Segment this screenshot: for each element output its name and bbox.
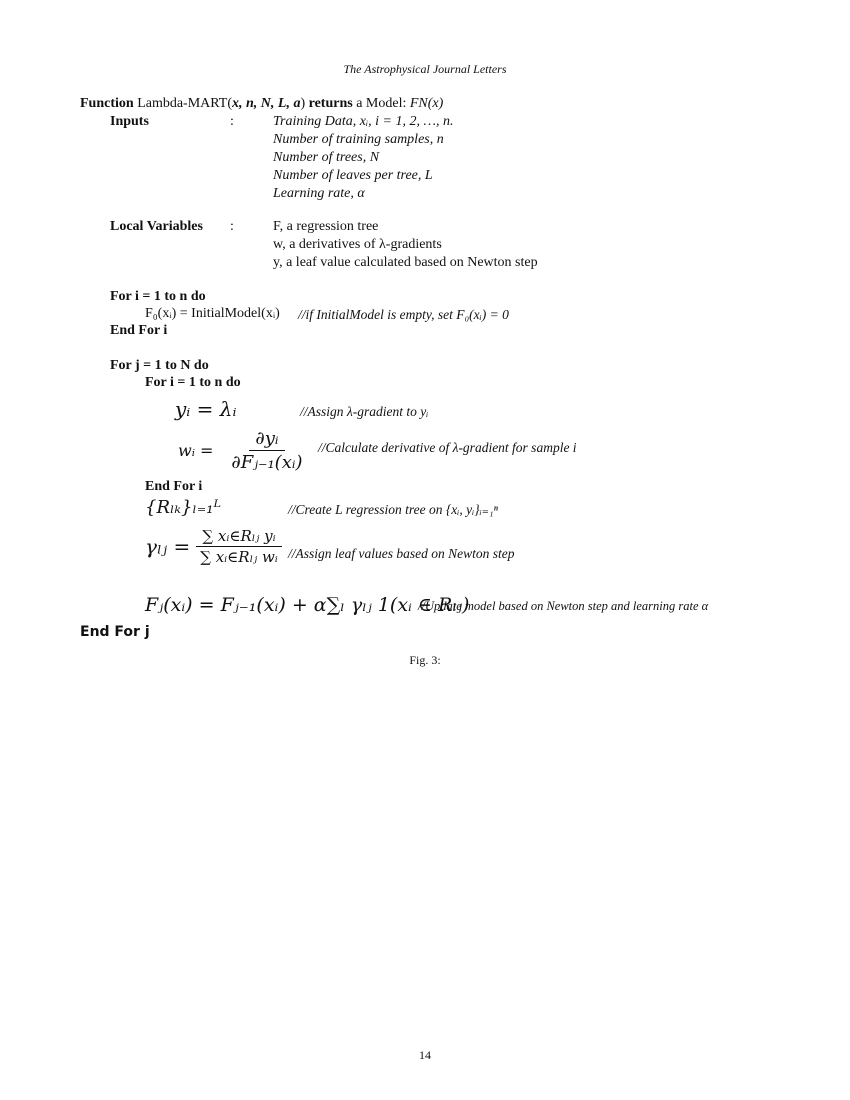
gamma-comment: //Assign leaf values based on Newton step: [288, 546, 515, 561]
function-name: Lambda-MART(: [137, 96, 232, 111]
input-item: Learning rate, α: [273, 186, 365, 201]
gamma-denominator: ∑ xᵢ∈Rₗⱼ wᵢ: [200, 548, 278, 566]
input-item: Number of leaves per tree, L: [273, 168, 433, 183]
w-lhs: wᵢ =: [178, 441, 214, 460]
loop1-end: End For i: [110, 323, 168, 338]
update-comment: //Update model based on Newton step and learning rate α: [418, 599, 709, 613]
update-formula: Fⱼ(xᵢ) = Fⱼ₋₁(xᵢ) + α∑ₗ γₗⱼ 1(xᵢ ∈ Rₗⱼ): [145, 594, 470, 616]
keyword-function: Function: [80, 96, 134, 111]
w-denominator: ∂Fⱼ₋₁(xᵢ): [231, 452, 303, 473]
function-close: ): [300, 96, 306, 111]
tree-formula: {Rₗₖ}ₗ₌₁ᴸ: [145, 497, 221, 518]
inputs-colon: :: [230, 114, 234, 129]
loop2-inner-head: For i = 1 to n do: [145, 375, 241, 390]
inputs-label: Inputs: [110, 114, 149, 129]
tree-comment: //Create L regression tree on {xᵢ, yᵢ}ᵢ₌₁ⁿ: [288, 502, 498, 517]
loop1-comment: //if InitialModel is empty, set F₀(xᵢ) = 0: [298, 307, 509, 322]
assign-y-comment: //Assign λ-gradient to yᵢ: [300, 404, 429, 419]
input-item: Number of training samples, n: [273, 132, 444, 147]
function-args: x, n, N, L, a: [232, 96, 301, 111]
local-variable-item: w, a derivatives of λ-gradients: [273, 237, 442, 252]
returns-model: FN(x): [409, 96, 444, 111]
gamma-formula: [145, 527, 284, 566]
assign-y-formula: yᵢ = λᵢ: [175, 397, 237, 421]
w-fraction: [225, 428, 308, 473]
loop1-head: For i = 1 to n do: [110, 289, 206, 304]
function-signature: [80, 96, 443, 112]
loop2-head: For j = 1 to N do: [110, 358, 209, 373]
returns-text: a Model:: [356, 96, 407, 111]
gamma-lhs: γₗⱼ =: [145, 534, 191, 559]
local-variables-label: Local Variables: [110, 219, 203, 234]
journal-header: The Astrophysical Journal Letters: [343, 62, 507, 76]
local-variable-item: F, a regression tree: [273, 219, 379, 234]
page-number: 14: [419, 1048, 431, 1062]
gamma-numerator: ∑ xᵢ∈Rₗⱼ yᵢ: [196, 527, 281, 547]
input-item: Number of trees, N: [273, 150, 380, 165]
loop2-inner-end: End For i: [145, 479, 203, 494]
keyword-returns: returns: [308, 96, 353, 111]
w-numerator: ∂yᵢ: [249, 428, 284, 451]
figure-caption: Fig. 3:: [409, 653, 441, 667]
input-item: Training Data, xᵢ, i = 1, 2, …, n.: [273, 114, 454, 129]
local-variables-colon: :: [230, 219, 234, 234]
local-variable-item: y, a leaf value calculated based on Newton step: [273, 255, 538, 270]
gamma-fraction: [194, 527, 284, 566]
w-comment: //Calculate derivative of λ-gradient for sample i: [318, 440, 577, 455]
w-formula: [178, 428, 309, 473]
loop1-body: F₀(xᵢ) = InitialModel(xᵢ): [145, 306, 280, 321]
loop2-end: End For j: [80, 624, 150, 640]
